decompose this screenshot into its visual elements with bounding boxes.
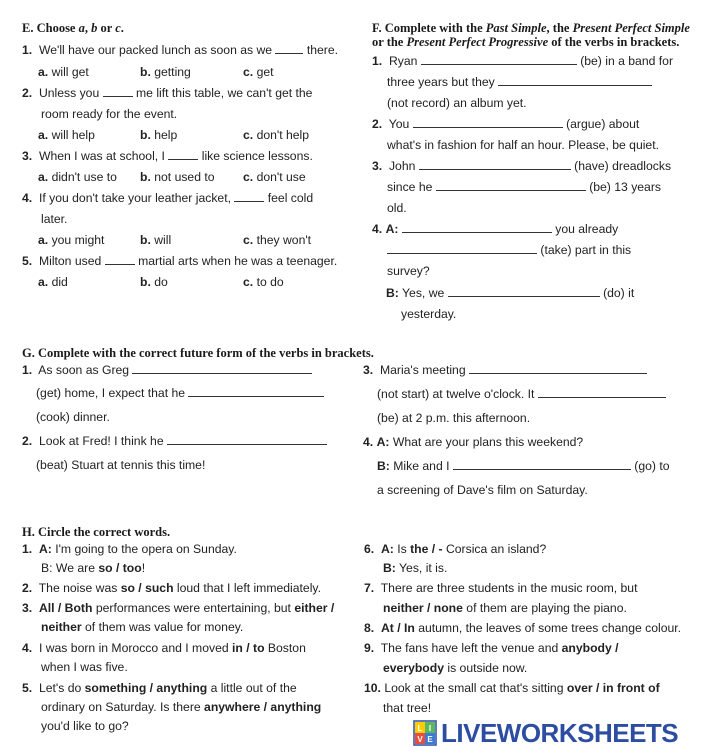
h-question-1: 1. A: I'm going to the opera on Sunday. bbox=[22, 542, 237, 556]
choice[interactable]: either / bbox=[294, 601, 335, 615]
section-g-title: G. Complete with the correct future form of the verbs in brackets. bbox=[22, 346, 374, 360]
h-question-1-line2: B: We are so / too! bbox=[41, 561, 146, 575]
choice[interactable]: so / too bbox=[98, 561, 142, 575]
h-question-8: 8. At / In autumn, the leaves of some trees change colour. bbox=[364, 621, 682, 635]
h-question-2: 2. The noise was so / such loud that I left immediately. bbox=[22, 581, 321, 595]
e1-option-a[interactable]: a. will get bbox=[38, 65, 89, 79]
g-question-3: 3. Maria's meeting bbox=[363, 362, 647, 378]
h-question-4-line2: when I was five. bbox=[41, 660, 128, 674]
h-question-3: 3. All / Both performances were entertaining, but either / bbox=[22, 601, 335, 615]
e5-option-b[interactable]: b. do bbox=[140, 275, 168, 289]
blank[interactable] bbox=[413, 116, 563, 128]
choice[interactable]: over / in front of bbox=[566, 681, 660, 695]
h-question-9: 9. The fans have left the venue and anybody / bbox=[364, 641, 619, 655]
blank[interactable] bbox=[419, 158, 571, 170]
e4-option-a[interactable]: a. you might bbox=[38, 233, 105, 247]
h-question-6-line2: B: Yes, it is. bbox=[383, 561, 448, 575]
e3-option-b[interactable]: b. not used to bbox=[140, 170, 215, 184]
e1-option-c[interactable]: c. get bbox=[243, 65, 274, 79]
e-question-2: 2. Unless you me lift this table, we can't get the bbox=[22, 86, 313, 100]
choice[interactable]: so / such bbox=[120, 581, 174, 595]
choice[interactable]: anybody / bbox=[561, 641, 619, 655]
blank[interactable] bbox=[168, 148, 198, 160]
h-question-10: 10. Look at the small cat that's sitting over / in front of bbox=[364, 681, 660, 695]
h-question-6: 6. A: Is the / - Corsica an island? bbox=[364, 542, 547, 556]
blank[interactable] bbox=[469, 362, 647, 374]
liveworksheets-logo bbox=[413, 718, 713, 748]
g-question-4-line2: B: Mike and I (go) to bbox=[377, 459, 670, 473]
blank[interactable] bbox=[234, 190, 264, 202]
section-h-title: H. Circle the correct words. bbox=[22, 525, 171, 539]
f-question-2: 2. You (argue) about bbox=[372, 117, 640, 131]
e-question-5: 5. Milton used martial arts when he was a teenager. bbox=[22, 254, 338, 268]
choice[interactable]: At / In bbox=[380, 621, 415, 635]
logo-mark-letter: E bbox=[427, 735, 433, 744]
e-question-4: 4. If you don't take your leather jacket, feel cold bbox=[22, 191, 314, 205]
h-question-5: 5. Let's do something / anything a little out of the bbox=[22, 681, 297, 695]
e2-option-a[interactable]: a. will help bbox=[38, 128, 95, 142]
blank[interactable] bbox=[188, 385, 324, 397]
blank[interactable] bbox=[448, 285, 600, 297]
f-question-3-line3: old. bbox=[387, 201, 407, 215]
h-question-10-line2: that tree! bbox=[383, 701, 432, 715]
section-f-title-line1: F. Complete with the Past Simple, the Present Perfect Simple bbox=[372, 21, 690, 35]
f-question-1-line3: (not record) an album yet. bbox=[387, 96, 527, 110]
choice[interactable]: in / to bbox=[232, 641, 265, 655]
g-question-2: 2. Look at Fred! I think he bbox=[22, 433, 327, 449]
h-question-5-line3: you'd like to go? bbox=[41, 719, 129, 733]
choice[interactable]: the / - bbox=[410, 542, 443, 556]
blank[interactable] bbox=[167, 433, 327, 445]
section-e-title: E. Choose a, b or c. bbox=[22, 21, 124, 35]
e-question-3: 3. When I was at school, I like science lessons. bbox=[22, 149, 313, 163]
g-question-2-line2: (beat) Stuart at tennis this time! bbox=[36, 458, 206, 472]
blank[interactable] bbox=[498, 74, 652, 86]
blank[interactable] bbox=[103, 85, 133, 97]
e5-option-a[interactable]: a. did bbox=[38, 275, 68, 289]
f-question-4-line2: (take) part in this bbox=[387, 242, 631, 258]
h-question-4: 4. I was born in Morocco and I moved in / to Boston bbox=[22, 641, 306, 655]
blank[interactable] bbox=[105, 253, 135, 265]
e4-option-b[interactable]: b. will bbox=[140, 233, 172, 247]
blank[interactable] bbox=[436, 179, 586, 191]
g-question-1-line2: (get) home, I expect that he bbox=[36, 385, 324, 401]
liveworksheets-logo-text: LIVEWORKSHEETS bbox=[441, 718, 679, 748]
g-question-1-line3: (cook) dinner. bbox=[36, 410, 110, 424]
f-question-4: 4. A: you already bbox=[372, 222, 619, 236]
liveworksheets-logo-mark bbox=[413, 720, 437, 746]
e2-option-c[interactable]: c. don't help bbox=[243, 128, 310, 142]
choice[interactable]: everybody bbox=[383, 661, 444, 675]
choice[interactable]: neither bbox=[41, 620, 82, 634]
blank[interactable] bbox=[421, 53, 577, 65]
e4-option-c[interactable]: c. they won't bbox=[243, 233, 312, 247]
f-question-4-line4: B: Yes, we (do) it bbox=[386, 286, 635, 300]
choice[interactable]: something / anything bbox=[84, 681, 208, 695]
e1-option-b[interactable]: b. getting bbox=[140, 65, 191, 79]
blank[interactable] bbox=[453, 458, 631, 470]
choice[interactable]: anywhere / anything bbox=[204, 700, 322, 714]
e3-option-c[interactable]: c. don't use bbox=[243, 170, 306, 184]
h-question-5-line2: ordinary on Saturday. Is there anywhere / anything bbox=[41, 700, 322, 714]
g-question-4-line3: a screening of Dave's film on Saturday. bbox=[377, 483, 588, 497]
e-question-1: 1. We'll have our packed lunch as soon as we there. bbox=[22, 43, 339, 57]
f-question-3-line2: since he (be) 13 years bbox=[387, 180, 661, 194]
blank[interactable] bbox=[538, 386, 666, 398]
blank[interactable] bbox=[275, 42, 303, 54]
g-question-4: 4. A: What are your plans this weekend? bbox=[363, 435, 584, 449]
e-question-4-line2: later. bbox=[41, 212, 68, 226]
blank[interactable] bbox=[402, 221, 552, 233]
section-f-title-line2: or the Present Perfect Progressive of the verbs in brackets. bbox=[372, 35, 680, 49]
h-question-3-line2: neither of them was value for money. bbox=[41, 620, 244, 634]
g-question-3-line2: (not start) at twelve o'clock. It bbox=[377, 386, 666, 402]
choice[interactable]: All / Both bbox=[38, 601, 93, 615]
e-question-2-line2: room ready for the event. bbox=[41, 107, 178, 121]
h-question-7: 7. There are three students in the music room, but bbox=[364, 581, 638, 595]
e3-option-a[interactable]: a. didn't use to bbox=[38, 170, 117, 184]
f-question-1-line2: three years but they bbox=[387, 74, 652, 90]
f-question-3: 3. John (have) dreadlocks bbox=[372, 159, 672, 173]
g-question-1: 1. As soon as Greg bbox=[22, 362, 312, 378]
choice[interactable]: neither / none bbox=[383, 601, 463, 615]
e5-option-c[interactable]: c. to do bbox=[243, 275, 284, 289]
f-question-4-line3: survey? bbox=[387, 264, 430, 278]
f-question-2-line2: what's in fashion for half an hour. Please, be quiet. bbox=[387, 138, 659, 152]
blank[interactable] bbox=[387, 242, 537, 254]
e2-option-b[interactable]: b. help bbox=[140, 128, 178, 142]
f-question-4-line5: yesterday. bbox=[401, 307, 457, 321]
logo-mark-letter: L bbox=[417, 724, 423, 733]
f-question-1: 1. Ryan (be) in a band for bbox=[372, 54, 674, 68]
h-question-7-line2: neither / none of them are playing the piano. bbox=[383, 601, 627, 615]
g-question-3-line3: (be) at 2 p.m. this afternoon. bbox=[377, 411, 531, 425]
blank[interactable] bbox=[132, 362, 312, 374]
logo-mark-letter: I bbox=[428, 724, 432, 733]
h-question-9-line2: everybody is outside now. bbox=[383, 661, 528, 675]
logo-mark-letter: V bbox=[417, 735, 423, 744]
